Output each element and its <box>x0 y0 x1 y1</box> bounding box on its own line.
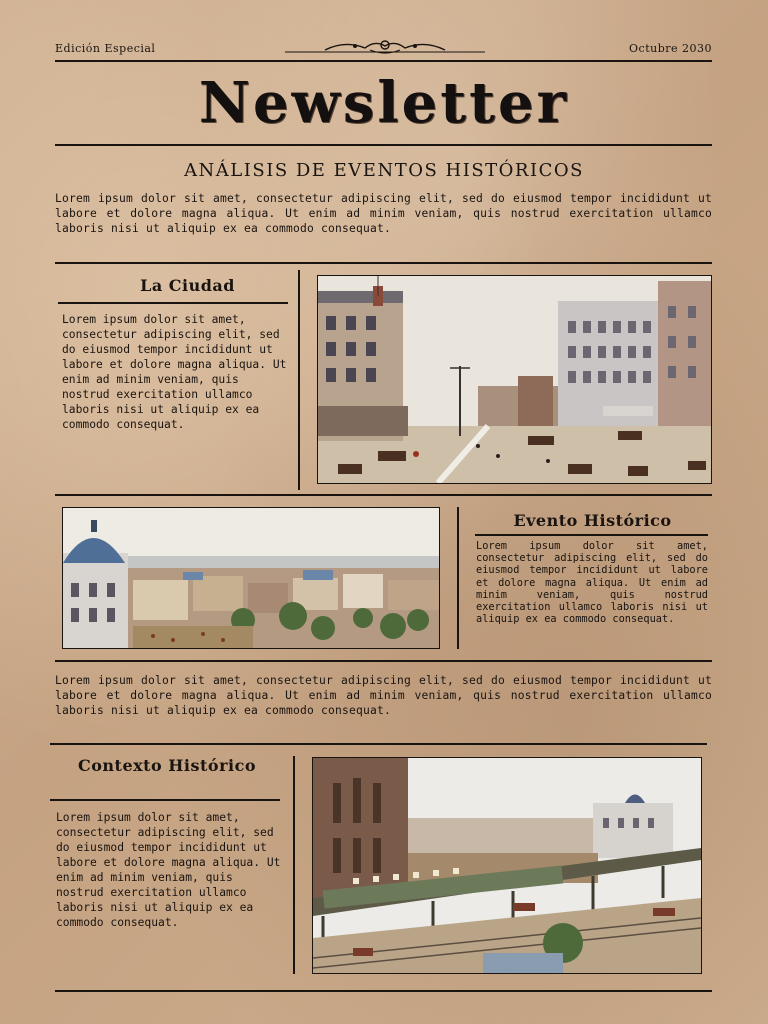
middle-paragraph: Lorem ipsum dolor sit amet, consectetur adipiscing elit, sed do eiusmod tempor incididunt ut labore et dolore magna aliqua. Ut enim ad minim veniam, quis nostrud exercitation ullamco laboris nisi ut aliquip ex ea commodo consequat. <box>55 674 712 717</box>
section-title-underline-3 <box>50 799 280 801</box>
section-title-la-ciudad: La Ciudad <box>140 276 235 295</box>
section-text-evento: Lorem ipsum dolor sit amet, consectetur adipiscing elit, sed do eiusmod tempor incididunt ut labore et dolore magna aliqua. Ut enim ad minim veniam, quis nostrud exercitation ullamco laboris nisi ut aliquip ex ea commodo consequat. <box>476 540 708 626</box>
column-divider-2 <box>457 507 459 649</box>
section-title-contexto: Contexto Histórico <box>78 756 256 775</box>
masthead-title: Newsletter <box>198 70 570 136</box>
top-rule <box>55 60 712 62</box>
section-title-underline <box>58 302 288 304</box>
section-text-la-ciudad: Lorem ipsum dolor sit amet, consectetur adipiscing elit, sed do eiusmod tempor incididunt ut labore et dolore magna aliqua. Ut enim ad minim veniam, quis nostrud exercitation ullamco laboris nisi ut aliquip ex ea commodo consequat. <box>62 313 287 431</box>
masthead-rule <box>55 144 712 146</box>
section-title-evento: Evento Histórico <box>513 511 672 530</box>
section-title-underline-2 <box>475 534 708 536</box>
section-rule-3 <box>55 660 712 662</box>
edition-label: Edición Especial <box>55 42 156 55</box>
section-rule-4 <box>50 743 707 745</box>
elevated-railway-image <box>312 757 702 974</box>
section-text-contexto: Lorem ipsum dolor sit amet, consectetur adipiscing elit, sed do eiusmod tempor incididunt ut labore et dolore magna aliqua. Ut enim ad minim veniam, quis nostrud exercitation ullamco laboris nisi ut aliquip ex ea commodo consequat. <box>56 811 281 929</box>
ornament-divider <box>285 36 485 58</box>
bottom-rule <box>55 990 712 992</box>
intro-paragraph: Lorem ipsum dolor sit amet, consectetur adipiscing elit, sed do eiusmod tempor incididunt ut labore et dolore magna aliqua. Ut enim ad minim veniam, quis nostrud exercitation ullamco laboris nisi ut aliquip ex ea commodo consequat. <box>55 192 712 235</box>
column-divider-3 <box>293 756 295 974</box>
column-divider <box>298 270 300 490</box>
page-subtitle: ANÁLISIS DE EVENTOS HISTÓRICOS <box>184 160 584 181</box>
section-rule-1 <box>55 262 712 264</box>
city-street-image <box>317 275 712 484</box>
section-rule-2 <box>55 494 712 496</box>
date-label: Octubre 2030 <box>629 42 712 55</box>
city-panorama-image <box>62 507 440 649</box>
